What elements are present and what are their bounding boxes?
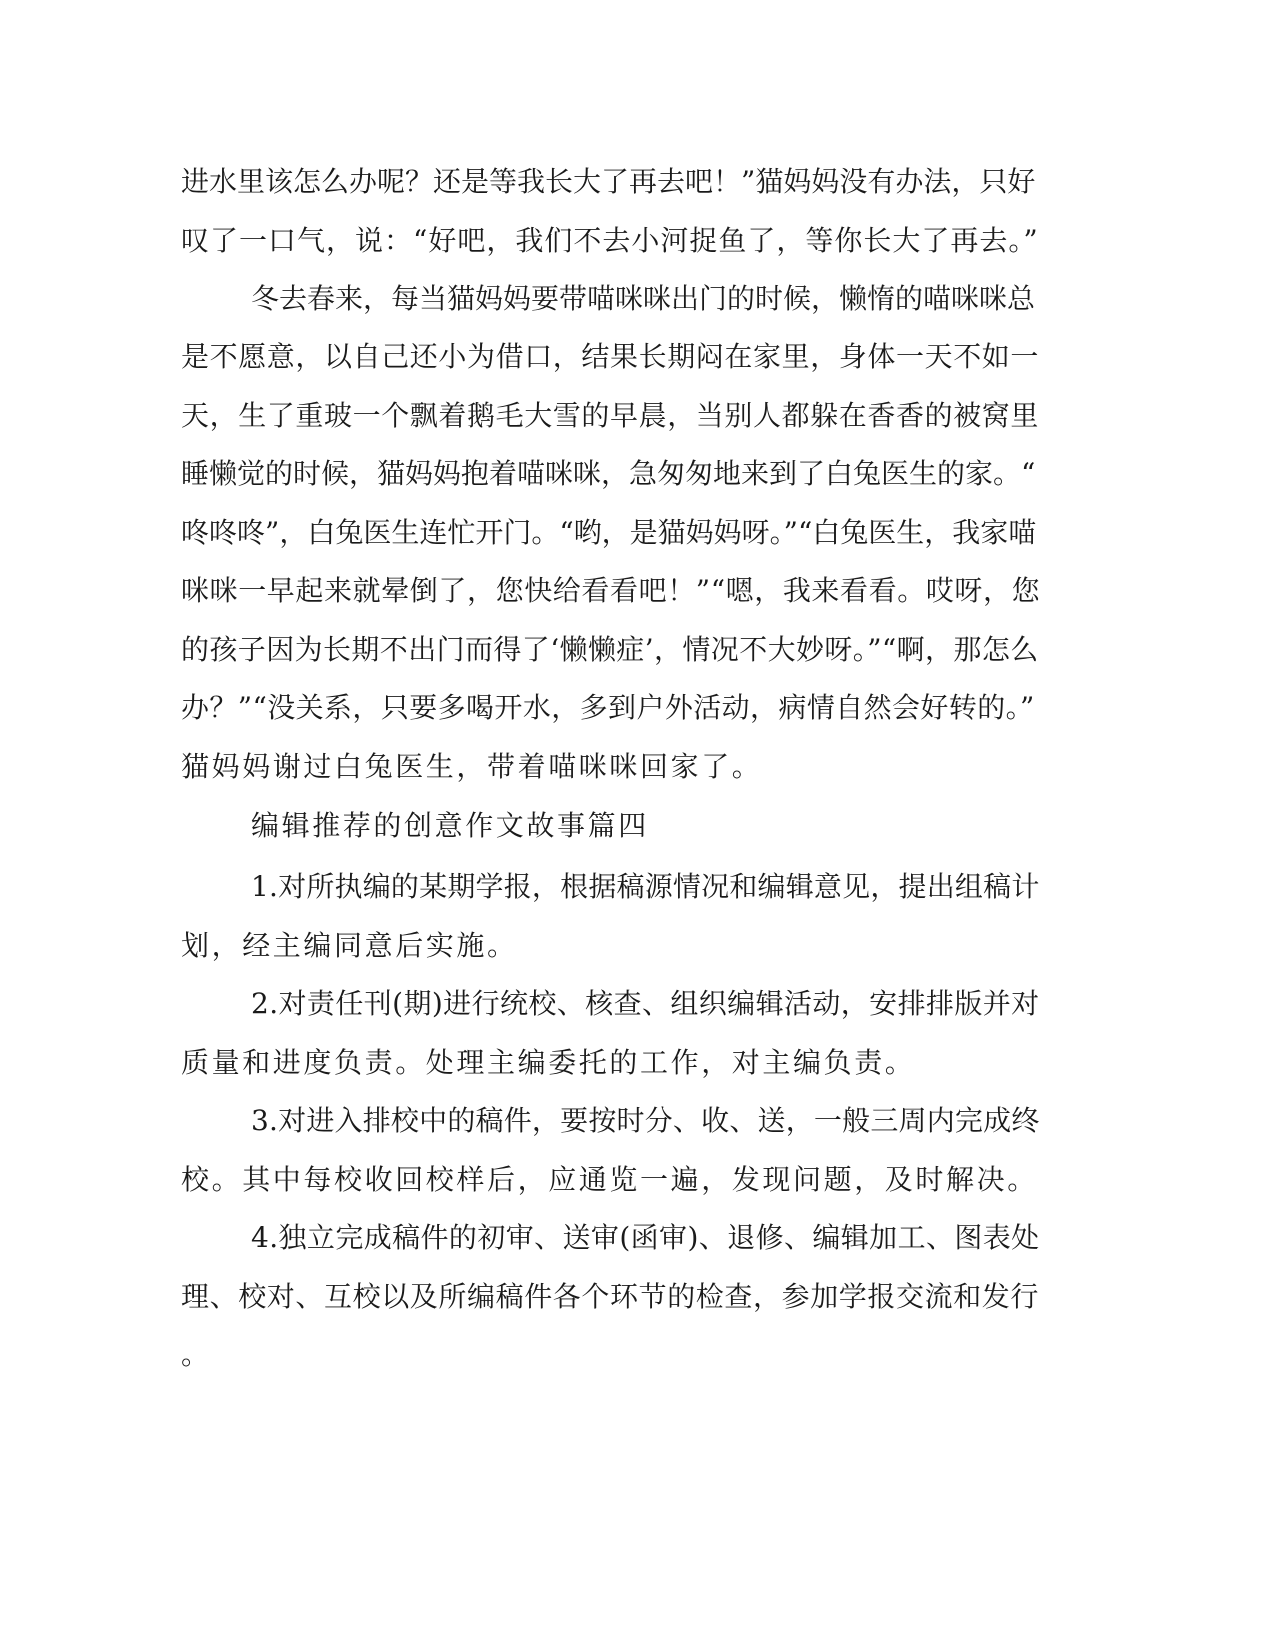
section-heading: 编辑推荐的创意作文故事篇四: [251, 809, 649, 842]
paragraph-line: 的孩子因为长期不出门而得了‘懒懒症’，情况不大妙呀。”“啊，那怎么: [181, 633, 1039, 666]
paragraph-line: 咪咪一早起来就晕倒了，您快给看看吧！”“嗯，我来看看。哎呀，您: [181, 574, 1041, 607]
paragraph-line: 睡懒觉的时候，猫妈妈抱着喵咪咪，急匆匆地来到了白兔医生的家。“: [181, 457, 1036, 490]
paragraph-line: 天，生了重玻一个飘着鹅毛大雪的早晨，当别人都躲在香香的被窝里: [181, 399, 1040, 432]
paragraph-line: 猫妈妈谢过白兔医生，带着喵咪咪回家了。: [181, 750, 763, 783]
paragraph-line: 进水里该怎么办呢？还是等我长大了再去吧！”猫妈妈没有办法，只好: [181, 165, 1036, 198]
list-item-line: 1.对所执编的某期学报，根据稿源情况和编辑意见，提出组稿计: [251, 870, 1040, 903]
paragraph-line: 是不愿意，以自己还小为借口，结果长期闷在家里，身体一天不如一: [181, 340, 1040, 373]
list-item-line: 校。其中每校收回校样后，应通览一遍，发现问题，及时解决。: [181, 1163, 1038, 1196]
paragraph-line: 办？”“没关系，只要多喝开水，多到户外活动，病情自然会好转的。”: [181, 691, 1035, 724]
list-item-line: 理、校对、互校以及所编稿件各个环节的检查，参加学报交流和发行: [181, 1280, 1040, 1313]
list-item-line: 。: [181, 1338, 212, 1371]
list-item-line: 4.独立完成稿件的初审、送审(函审)、退修、编辑加工、图表处: [251, 1221, 1040, 1254]
list-item-line: 划，经主编同意后实施。: [181, 929, 518, 962]
list-item-line: 2.对责任刊(期)进行统校、核查、组织编辑活动，安排排版并对: [251, 987, 1040, 1020]
paragraph-line: 咚咚咚”，白兔医生连忙开门。“哟，是猫妈妈呀。”“白兔医生，我家喵: [181, 516, 1037, 549]
paragraph-line: 冬去春来，每当猫妈妈要带喵咪咪出门的时候，懒惰的喵咪咪总: [251, 282, 1036, 315]
list-item-line: 3.对进入排校中的稿件，要按时分、收、送，一般三周内完成终: [251, 1104, 1040, 1137]
list-item-line: 质量和进度负责。处理主编委托的工作，对主编负责。: [181, 1046, 916, 1079]
paragraph-line: 叹了一口气，说：“好吧，我们不去小河捉鱼了，等你长大了再去。”: [181, 224, 1039, 257]
